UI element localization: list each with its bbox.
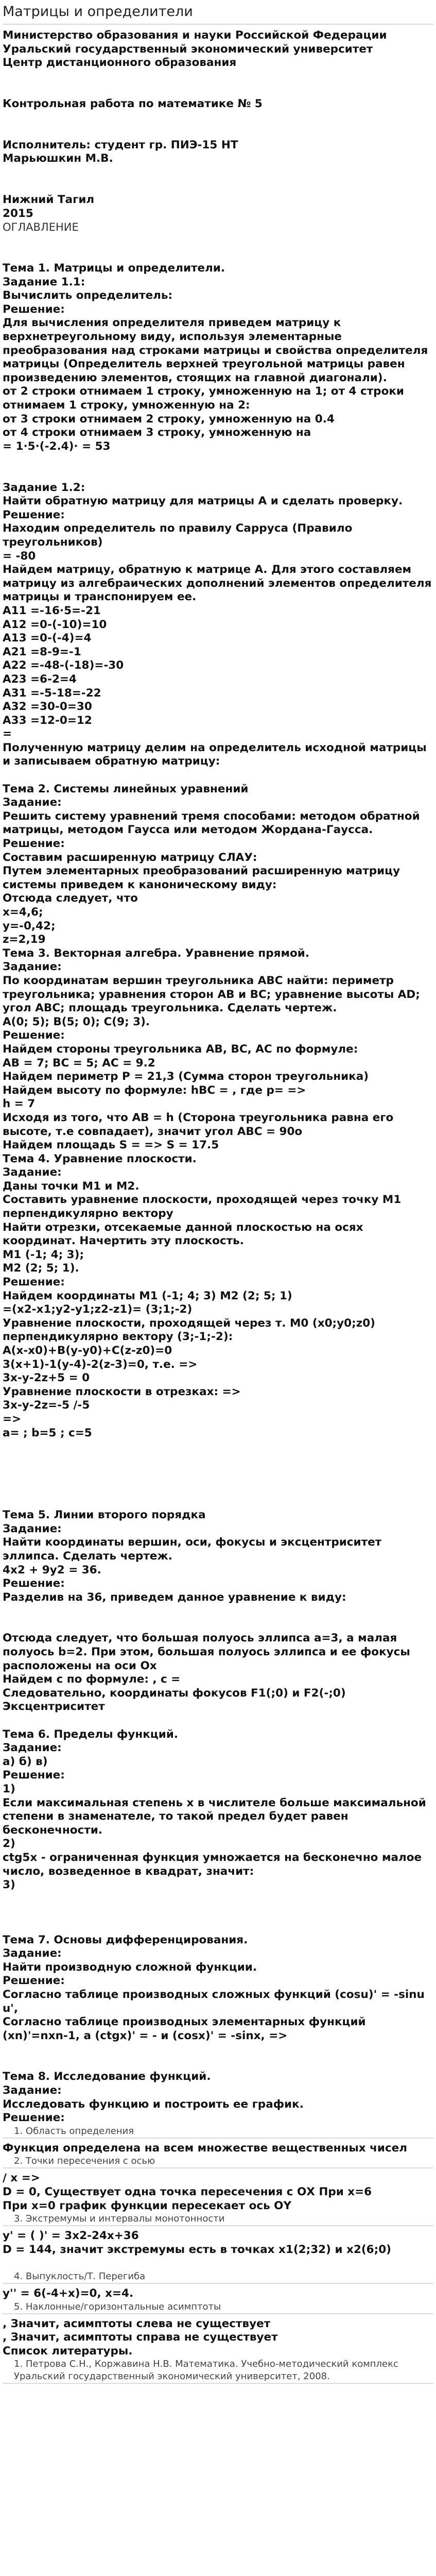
text-line: Задание: xyxy=(3,1947,62,1960)
text-line: Найдем высоту по формуле: hBC = , где p= => xyxy=(3,1083,306,1097)
text-line: от 3 строки отнимаем 2 строку, умноженную на 0.4 xyxy=(3,412,335,426)
text-line: A33 =12-0=12 xyxy=(3,714,92,727)
text-line: Разделив на 36, приведем данное уравнение к виду: xyxy=(3,1590,346,1604)
text-line: 2) xyxy=(3,1837,15,1851)
text-line: Найти отрезки, отсекаемые данной плоскостью на осях координат. Начертить эту плоскость. xyxy=(3,1221,363,1248)
text-line: 1) xyxy=(3,1783,15,1795)
text-line: 3x-y-2z+5 = 0 xyxy=(3,1371,90,1385)
text-line: а) б) в) xyxy=(3,1755,48,1768)
text-line: Отсюда следует, что большая полуось эллипса a=3, а малая полуось b=2. При этом, большая полуось эллипса и ее фокусы расположены на оси Ox xyxy=(3,1632,410,1672)
text-line: AB = 7; BC = 5; AC = 9.2 xyxy=(3,1056,155,1070)
text-line: x=4,6; xyxy=(3,906,43,919)
text-line: A11 =-16·5=-21 xyxy=(3,604,101,617)
text-line: По координатам вершин треугольника АВС найти: периметр треугольника; уравнения сторон АВ и ВС; уравнение высоты AD; угол ABC; площадь треугольника. Сделать чертеж. xyxy=(3,974,420,1015)
text-line: A22 =-48-(-18)=-30 xyxy=(3,659,124,672)
divider xyxy=(3,2225,433,2226)
text-line: A13 =0-(-4)=4 xyxy=(3,632,92,645)
text-line: Тема 8. Исследование функций. xyxy=(3,2070,211,2083)
text-line: 3x-y-2z=-5 /-5 xyxy=(3,1399,90,1412)
text-line: Задание: xyxy=(3,960,62,974)
text-line: Даны точки М1 и М2. xyxy=(3,1179,139,1193)
text-line: Полученную матрицу делим на определитель исходной матрицы и записываем обратную матрицу: xyxy=(3,741,427,768)
section-plane-equation xyxy=(3,1153,433,1440)
text-line: => xyxy=(3,1412,22,1426)
blank-line xyxy=(3,83,433,97)
text-line: Задание 1.2: xyxy=(3,481,85,494)
text-line: Решение: xyxy=(3,508,65,521)
text-line: = -80 xyxy=(3,549,36,563)
list-item: 4. Выпуклость/Т. Перегиба xyxy=(14,2271,146,2282)
text-line: Найти обратную матрицу для матрицы А и сделать проверку. xyxy=(3,495,403,508)
text-line: Составим расширенную матрицу СЛАУ: xyxy=(3,851,257,864)
text-line: 3) xyxy=(3,1878,15,1892)
list-item: 3. Экстремумы и интервалы монотонности xyxy=(14,2213,225,2225)
text-line: Задание: xyxy=(3,2084,62,2097)
page-title: Матрицы и определители xyxy=(3,4,193,20)
text-line: A(x-x0)+B(y-y0)+C(z-z0)=0 xyxy=(3,1344,172,1357)
blank-line xyxy=(3,2057,433,2071)
blank-line xyxy=(3,1906,433,1920)
text-line: Найдем площадь S = => S = 17.5 xyxy=(3,1139,219,1152)
text-line: Решение: xyxy=(3,1029,65,1042)
paragraph: y'' = 6(-4+x)=0, x=4. xyxy=(3,2287,134,2300)
text-line: Задание 1.1: xyxy=(3,275,85,289)
text-line: 2015 xyxy=(3,207,33,220)
text-line: Решение: xyxy=(3,1577,65,1590)
text-line: Найти производную сложной функции. xyxy=(3,1960,257,1974)
blank-line xyxy=(3,1892,433,1906)
text-line: Решение: xyxy=(3,302,65,316)
text-line: A12 =0-(-10)=10 xyxy=(3,618,107,631)
divider xyxy=(3,2313,433,2314)
text-line: Тема 6. Пределы функций. xyxy=(3,1727,179,1741)
text-line: Тема 1. Матрицы и определители. xyxy=(3,262,225,275)
text-line: = 1·5·(-2.4)· = 53 xyxy=(3,439,111,453)
text-line: Задание: xyxy=(3,1522,62,1535)
text-line: A32 =30-0=30 xyxy=(3,700,92,714)
text-line: h = 7 xyxy=(3,1097,36,1111)
section-linear-systems xyxy=(3,769,433,947)
text-line: Решение: xyxy=(3,1974,65,1988)
references-heading: Список литературы. xyxy=(3,2344,133,2358)
text-line: Исполнитель: студент гр. ПИЭ-15 НТ xyxy=(3,138,238,151)
text-line: Находим определитель по правилу Сарруса (Правило треугольников) xyxy=(3,522,353,549)
text-line: Если максимальная степень x в числителе больше максимальной степени в знаменателе, то такой предел будет равен бесконечности. xyxy=(3,1796,426,1837)
toc-label: ОГЛАВЛЕНИЕ xyxy=(3,221,79,234)
blank-line xyxy=(3,2043,433,2057)
text-line: Решение: xyxy=(3,837,65,851)
blank-line xyxy=(3,1454,433,1468)
title-divider xyxy=(3,24,433,25)
text-line: Решить систему уравнений тремя способами: методом обратной матрицы, методом Гаусса или методом Жордана-Гаусса. xyxy=(3,809,420,837)
text-line: Согласно таблице производных элементарных функций (xn)'=nxn-1, а (ctgx)' = - и (cosx)' = -sinx, => xyxy=(3,2015,366,2042)
text-line: Тема 7. Основы дифференцирования. xyxy=(3,1933,248,1946)
text-line: M2 (2; 5; 1). xyxy=(3,1262,79,1275)
blank-line xyxy=(3,467,433,481)
blank-line xyxy=(3,70,433,84)
text-line: Задание: xyxy=(3,796,62,809)
blank-line xyxy=(3,1440,433,1454)
blank-line xyxy=(3,1920,433,1934)
blank-line xyxy=(3,1714,433,1728)
section-matrices xyxy=(3,262,433,769)
text-line: Контрольная работа по математике № 5 xyxy=(3,97,263,110)
text-line: Найдем координаты M1 (-1; 4; 3) M2 (2; 5; 1) xyxy=(3,1289,292,1302)
text-line: Эксцентриситет xyxy=(3,1700,105,1714)
cover-block xyxy=(3,29,433,221)
divider xyxy=(3,2383,433,2384)
divider xyxy=(3,2167,433,2168)
text-line: от 2 строки отнимаем 1 строку, умноженную на 1; от 4 строки отнимаем 1 строку, умноженную на 2: xyxy=(3,385,404,412)
text-line: y=-0,42; xyxy=(3,919,56,933)
paragraph: D = 144, значит экстремумы есть в точках x1(2;32) и x2(6;0) xyxy=(3,2243,391,2256)
text-line: Тема 4. Уравнение плоскости. xyxy=(3,1152,197,1165)
text-line: Уравнение плоскости, проходящей через т. M0 (x0;y0;z0) перпендикулярно вектору (3;-1;-2): xyxy=(3,1316,375,1344)
text-line: a= ; b=5 ; c=5 xyxy=(3,1426,92,1439)
section-vector-algebra xyxy=(3,947,433,1153)
text-line: Составить уравнение плоскости, проходящей через точку М1 перпендикулярно вектору xyxy=(3,1193,402,1221)
text-line: Найдем матрицу, обратную к матрице А. Для этого составляем матрицу из алгебраических дополнений элементов определителя матрицы и транспонируем ее. xyxy=(3,563,432,604)
text-line: Согласно таблице производных сложных функций (cosu)' = -sinu u', xyxy=(3,1988,425,2015)
blank-line xyxy=(3,1495,433,1509)
text-line: ctg5x - ограниченная функция умножается на бесконечно малое число, возведенное в квадрат, значит: xyxy=(3,1851,422,1878)
paragraph: При х=0 график функции пересекает ось ОY xyxy=(3,2199,292,2212)
divider xyxy=(3,2138,433,2139)
text-line: Путем элементарных преобразований расширенную матрицу системы приведем к каноническому виду: xyxy=(3,865,400,891)
blank-line xyxy=(3,1618,433,1632)
blank-line xyxy=(3,1604,433,1618)
list-item: 5. Наклонные/горизонтальные асимптоты xyxy=(14,2301,221,2312)
text-line: Исследовать функцию и построить ее график. xyxy=(3,2097,304,2111)
list-item: 2. Точки пересечения с осью xyxy=(14,2156,155,2167)
section-second-order-lines xyxy=(3,1440,433,1714)
text-line: Марьюшкин М.В. xyxy=(3,152,113,165)
text-line: Нижний Тагил xyxy=(3,193,95,207)
text-line: Уральский государственный экономический университет xyxy=(3,42,373,56)
blank-line xyxy=(3,1467,433,1481)
text-line: A23 =6-2=4 xyxy=(3,672,77,686)
blank-line xyxy=(3,111,433,125)
paragraph: D = 0, Существует одна точка пересечения с ОХ При x=6 xyxy=(3,2185,372,2199)
text-line: Министерство образования и науки Российской Федерации xyxy=(3,29,387,42)
text-line: от 4 строки отнимаем 3 строку, умноженную на xyxy=(3,426,311,439)
text-line: Найдем c по формуле: , c = xyxy=(3,1673,181,1686)
text-line: = xyxy=(3,727,12,741)
text-line: A31 =-5-18=-22 xyxy=(3,686,101,700)
paragraph: , Значит, асимптоты слева не существует xyxy=(3,2317,271,2330)
reference-item: 1. Петрова С.Н., Коржавина Н.В. Математика. Учебно-методический комплекс Уральский государственный экономический университет, 2008. xyxy=(14,2359,398,2382)
text-line: 4x2 + 9y2 = 36. xyxy=(3,1563,101,1577)
text-line: Найдем периметр P = 21,3 (Сумма сторон треугольника) xyxy=(3,1070,369,1083)
text-line: А(0; 5); В(5; 0); С(9; 3). xyxy=(3,1015,150,1028)
text-line: Задание: xyxy=(3,1741,62,1755)
text-line: Решение: xyxy=(3,1769,65,1782)
blank-line xyxy=(3,125,433,139)
text-line: 3(x+1)-1(y-4)-2(z-3)=0, т.е. => xyxy=(3,1358,198,1371)
text-line: Тема 2. Системы линейных уравнений xyxy=(3,782,249,795)
section-limits xyxy=(3,1714,433,1892)
blank-line xyxy=(3,180,433,194)
text-line: A21 =8-9=-1 xyxy=(3,645,81,658)
text-line: Отсюда следует, что xyxy=(3,892,138,905)
text-line: =(x2-x1;y2-y1;z2-z1)= (3;1;-2) xyxy=(3,1303,193,1316)
text-line: z=2,19 xyxy=(3,933,46,946)
text-line: Найдем стороны треугольника АВ, ВС, АС по формуле: xyxy=(3,1042,358,1056)
paragraph: Функция определена на всем множестве вещественных чисел xyxy=(3,2141,408,2155)
text-line: Тема 3. Векторная алгебра. Уравнение прямой. xyxy=(3,946,310,960)
text-line: Задание: xyxy=(3,1166,62,1179)
blank-line xyxy=(3,769,433,783)
text-line: Следовательно, координаты фокусов F1(;0) и F2(-;0) xyxy=(3,1686,346,1700)
text-line: Для вычисления определителя приведем матрицу к верхнетреугольному виду, используя элементарные преобразования над строками матрицы и свойства определителя матрицы (Определитель верхней треугольной матрицы равен произведению элементов, стоящих на главной диагонали). xyxy=(3,316,428,384)
text-line: Вычислить определитель: xyxy=(3,289,173,302)
paragraph: , Значит, асимптоты справа не существует xyxy=(3,2331,278,2344)
divider xyxy=(3,2283,433,2284)
section-function-analysis xyxy=(3,2043,433,2125)
list-item: 1. Область определения xyxy=(14,2125,134,2137)
blank-line xyxy=(3,166,433,180)
paragraph: / х => xyxy=(3,2172,40,2185)
blank-line xyxy=(3,1481,433,1495)
paragraph: y' = ( )' = 3x2-24x+36 xyxy=(3,2229,139,2243)
section-differentiation xyxy=(3,1892,433,2043)
text-line: M1 (-1; 4; 3); xyxy=(3,1248,84,1261)
text-line: Тема 5. Линии второго порядка xyxy=(3,1509,206,1522)
text-line: Центр дистанционного образования xyxy=(3,56,237,70)
text-line: Решение: xyxy=(3,2111,65,2125)
text-line: Найти координаты вершин, оси, фокусы и эксцентриситет эллипса. Сделать чертеж. xyxy=(3,1536,382,1563)
text-line: Исходя из того, что AB = h (Сторона треугольника равна его высоте, т.е совпадает), значит угол ABC = 90о xyxy=(3,1111,394,1138)
text-line: Решение: xyxy=(3,1276,65,1289)
text-line: Уравнение плоскости в отрезках: => xyxy=(3,1385,241,1398)
blank-line xyxy=(3,453,433,467)
